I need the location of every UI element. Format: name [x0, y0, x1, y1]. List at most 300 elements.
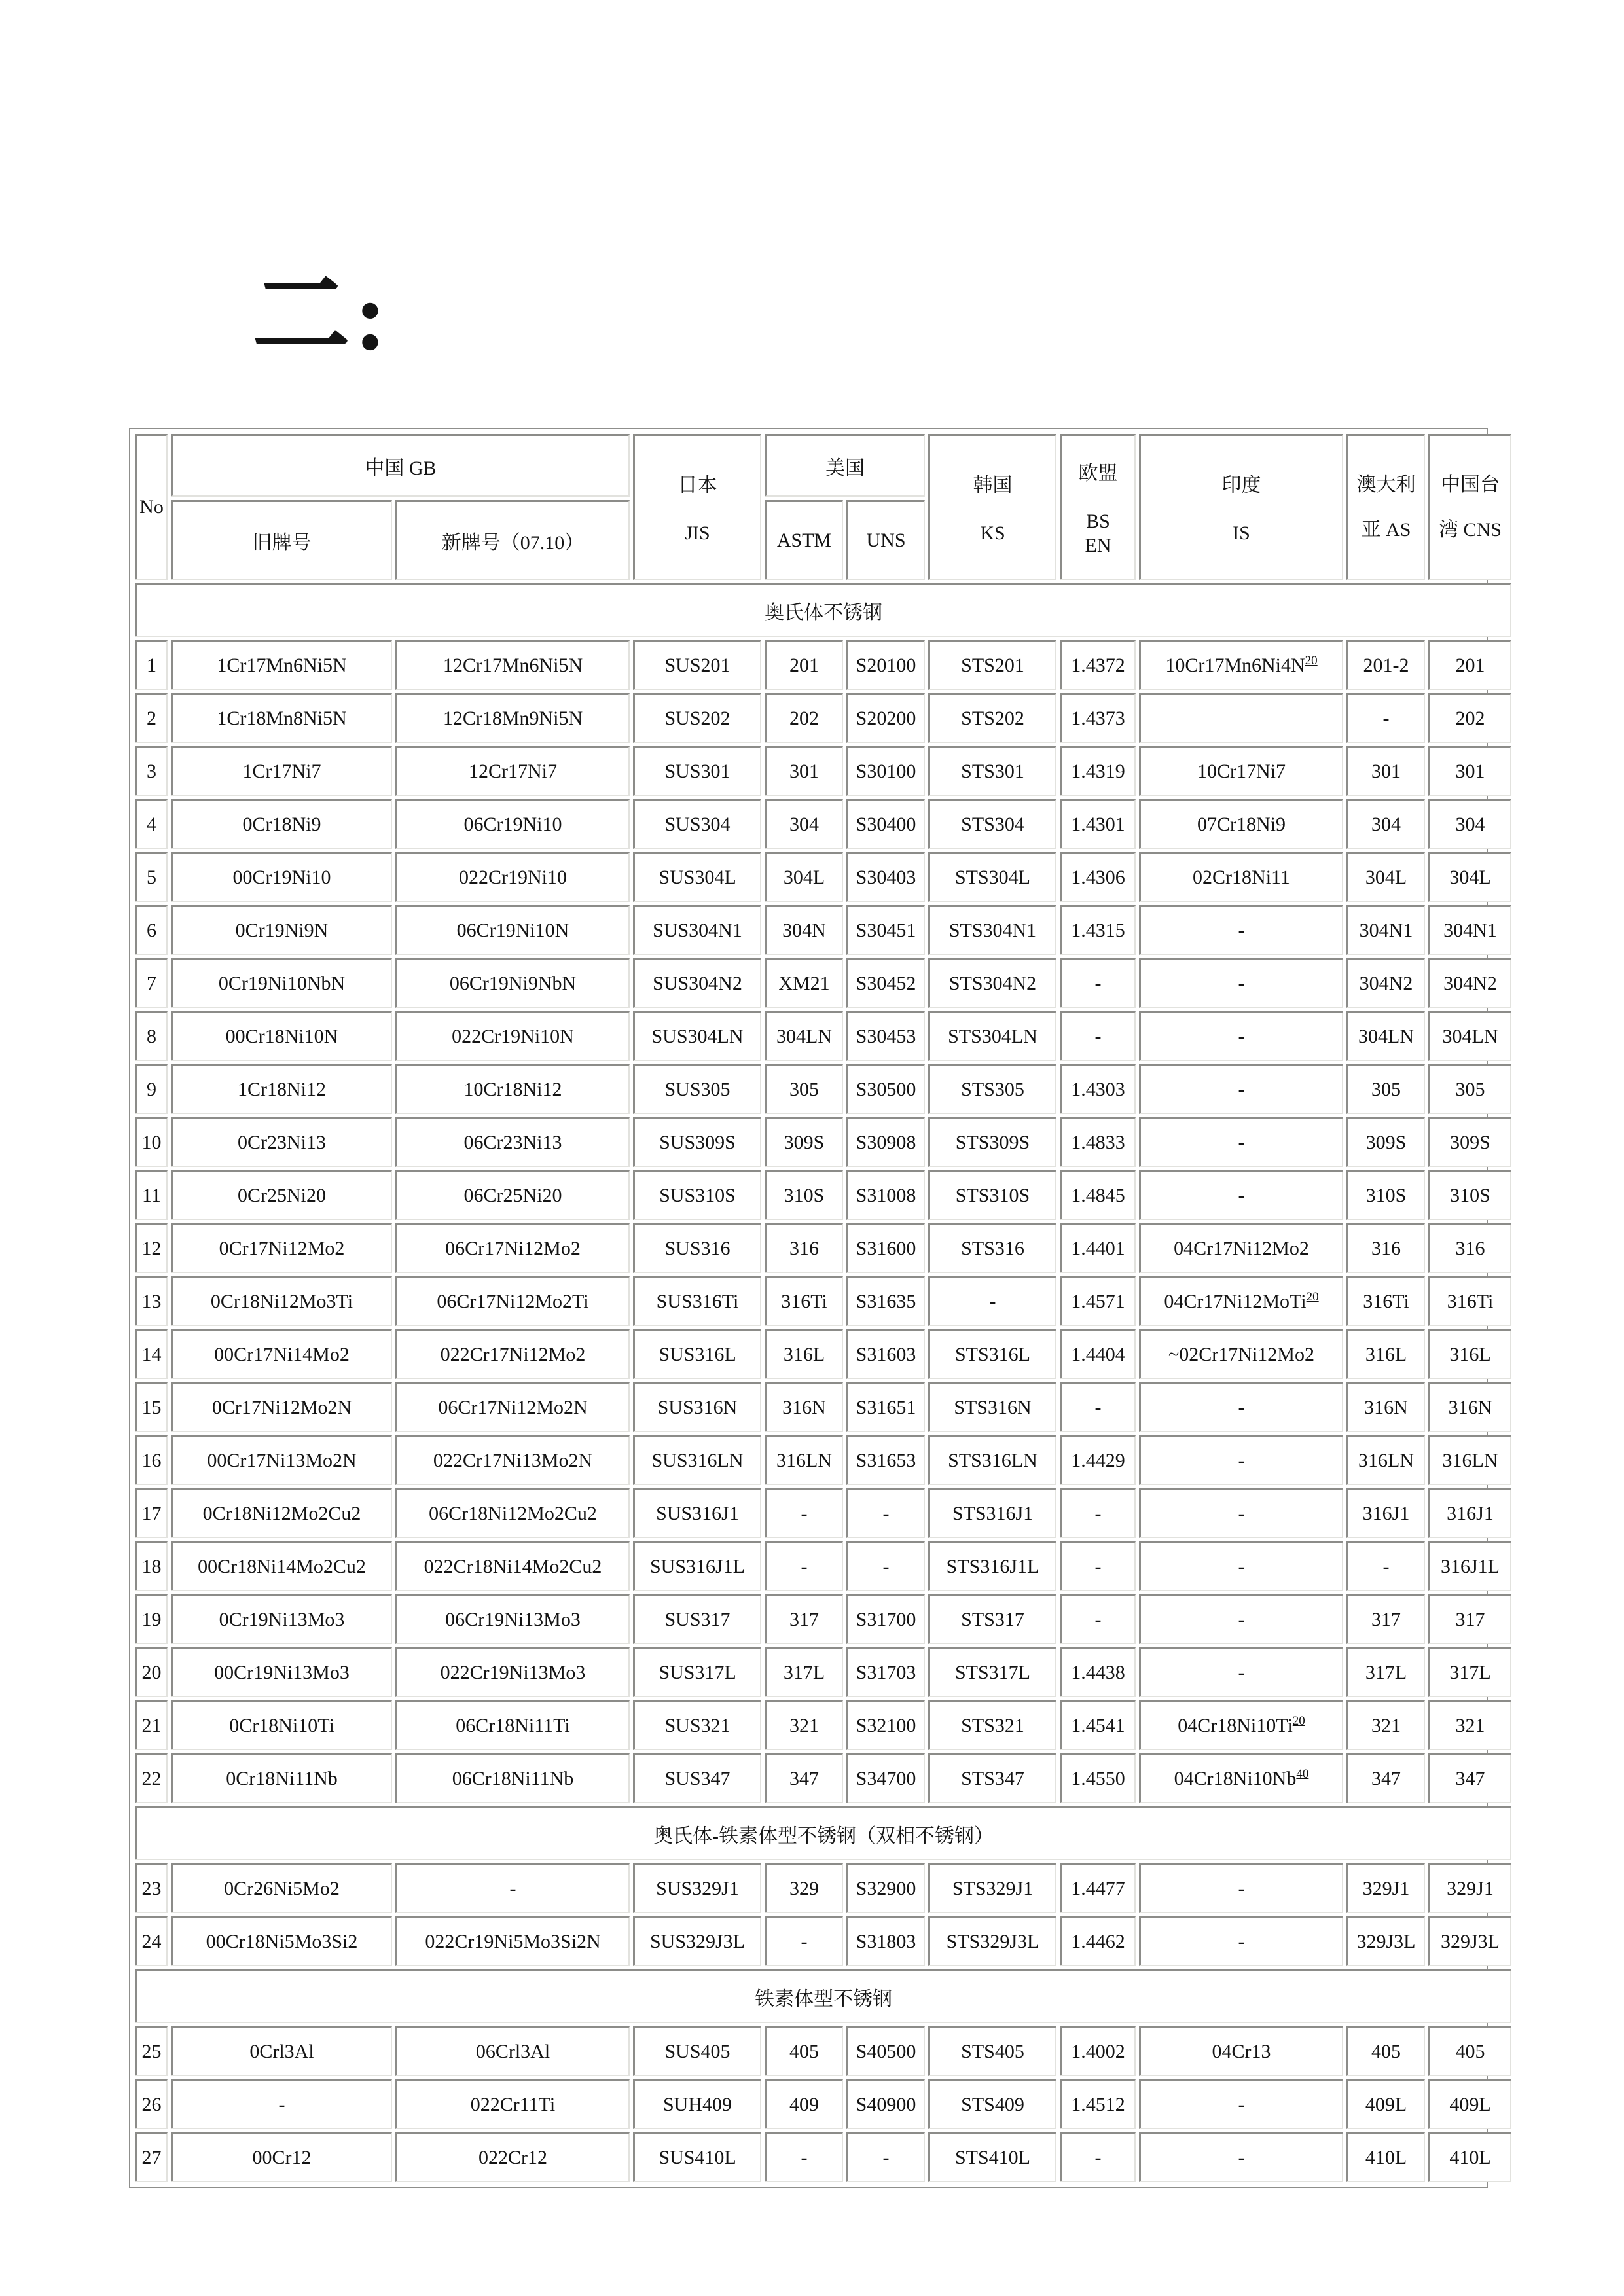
table-row	[135, 693, 1511, 743]
cell-astm: 317	[765, 1594, 843, 1644]
cell-is: -	[1139, 1488, 1343, 1538]
cell-as: 304LN	[1346, 1011, 1425, 1061]
row-number: 20	[135, 1647, 168, 1697]
cell-uns: S31703	[846, 1647, 925, 1697]
cell-jis: SUS304N2	[633, 958, 761, 1008]
cell-astm: 405	[765, 2026, 843, 2076]
row-number: 18	[135, 1541, 168, 1591]
cell-cns: 405	[1428, 2026, 1511, 2076]
cell-ks: STS410L	[928, 2132, 1056, 2182]
cell-as: 321	[1346, 1700, 1425, 1750]
footnote-ref[interactable]: 20	[1292, 1713, 1305, 1728]
cell-uns: S31803	[846, 1916, 925, 1966]
table-row	[135, 1700, 1511, 1750]
cell-uns: S30452	[846, 958, 925, 1008]
cell-astm: XM21	[765, 958, 843, 1008]
cell-gb_old: 0Cr19Ni10NbN	[171, 958, 392, 1008]
cell-gb_old: 1Cr18Mn8Ni5N	[171, 693, 392, 743]
cell-ks: STS316J1	[928, 1488, 1056, 1538]
cell-as: 310S	[1346, 1170, 1425, 1220]
cell-bs_en: -	[1060, 1594, 1136, 1644]
cell-uns: S31700	[846, 1594, 925, 1644]
cell-bs_en: 1.4315	[1060, 905, 1136, 955]
cell-astm: 316Ti	[765, 1276, 843, 1326]
cell-astm: 316L	[765, 1329, 843, 1379]
cell-gb_new: 06Cr17Ni12Mo2Ti	[395, 1276, 630, 1326]
cell-is: -	[1139, 1541, 1343, 1591]
row-number: 25	[135, 2026, 168, 2076]
cell-as: 317L	[1346, 1647, 1425, 1697]
cell-gb_new: 022Cr19Ni10N	[395, 1011, 630, 1061]
cell-gb_old: 1Cr18Ni12	[171, 1064, 392, 1114]
row-number: 8	[135, 1011, 168, 1061]
table-row	[135, 1170, 1511, 1220]
cell-gb_old: 0Cr18Ni12Mo2Cu2	[171, 1488, 392, 1538]
row-number: 5	[135, 852, 168, 902]
cell-jis: SUS301	[633, 746, 761, 796]
cell-gb_old: 0Cr18Ni11Nb	[171, 1753, 392, 1803]
col-header-eu-bs-en-code: BS EN	[1085, 510, 1111, 556]
cell-jis: SUS410L	[633, 2132, 761, 2182]
cell-ks: STS304LN	[928, 1011, 1056, 1061]
cell-astm: 304N	[765, 905, 843, 955]
cell-is: 04Cr17Ni12Mo2	[1139, 1223, 1343, 1273]
cell-bs_en: 1.4303	[1060, 1064, 1136, 1114]
cell-gb_old: 00Cr12	[171, 2132, 392, 2182]
cell-bs_en: 1.4550	[1060, 1753, 1136, 1803]
cell-ks: STS310S	[928, 1170, 1056, 1220]
col-header-india-is	[1139, 434, 1343, 580]
table-header	[135, 434, 1511, 580]
col-header-taiwan-cns: 中国台湾 CNS	[1428, 434, 1511, 580]
cell-is: -	[1139, 2132, 1343, 2182]
footnote-ref[interactable]: 20	[1305, 653, 1318, 668]
cell-is: -	[1139, 1647, 1343, 1697]
col-header-eu-bs-en-label: 欧盟	[1078, 462, 1118, 484]
cell-ks: STS316LN	[928, 1435, 1056, 1485]
cell-gb_new: 022Cr17Ni13Mo2N	[395, 1435, 630, 1485]
cell-bs_en: -	[1060, 1011, 1136, 1061]
cell-gb_new: 022Cr19Ni13Mo3	[395, 1647, 630, 1697]
table-row	[135, 905, 1511, 955]
cell-is: -	[1139, 1594, 1343, 1644]
cell-as: 304N2	[1346, 958, 1425, 1008]
cell-ks: STS304N2	[928, 958, 1056, 1008]
cell-bs_en: 1.4571	[1060, 1276, 1136, 1326]
cell-gb_old: 0Cr17Ni12Mo2	[171, 1223, 392, 1273]
cell-uns: S30451	[846, 905, 925, 955]
page-title: 二:	[252, 262, 391, 370]
cell-bs_en: 1.4429	[1060, 1435, 1136, 1485]
header-row-groups	[135, 434, 1511, 497]
cell-as: 329J1	[1346, 1863, 1425, 1913]
cell-as: -	[1346, 1541, 1425, 1591]
cell-gb_old: 0Cr19Ni9N	[171, 905, 392, 955]
cell-jis: SUS316Ti	[633, 1276, 761, 1326]
cell-as: 405	[1346, 2026, 1425, 2076]
cell-gb_new: 12Cr17Ni7	[395, 746, 630, 796]
cell-jis: SUS304L	[633, 852, 761, 902]
cell-as: 316	[1346, 1223, 1425, 1273]
cell-gb_new: 06Crl3Al	[395, 2026, 630, 2076]
cell-jis: SUS316J1	[633, 1488, 761, 1538]
cell-is: -	[1139, 905, 1343, 955]
table-row	[135, 640, 1511, 690]
cell-astm: 329	[765, 1863, 843, 1913]
cell-is: 10Cr17Ni7	[1139, 746, 1343, 796]
cell-astm: -	[765, 1488, 843, 1538]
cell-bs_en: 1.4306	[1060, 852, 1136, 902]
cell-cns: 202	[1428, 693, 1511, 743]
section-title: 奥氏体不锈钢	[135, 583, 1511, 637]
row-number: 7	[135, 958, 168, 1008]
cell-jis: SUS310S	[633, 1170, 761, 1220]
steel-grades-table	[132, 431, 1515, 2185]
cell-jis: SUS317L	[633, 1647, 761, 1697]
cell-is: -	[1139, 2079, 1343, 2129]
cell-bs_en: 1.4438	[1060, 1647, 1136, 1697]
cell-is: 04Cr13	[1139, 2026, 1343, 2076]
cell-ks: STS316	[928, 1223, 1056, 1273]
cell-bs_en: 1.4477	[1060, 1863, 1136, 1913]
cell-gb_new: 12Cr17Mn6Ni5N	[395, 640, 630, 690]
cell-uns: S30500	[846, 1064, 925, 1114]
cell-uns: S31008	[846, 1170, 925, 1220]
cell-gb_new: 10Cr18Ni12	[395, 1064, 630, 1114]
cell-is: -	[1139, 1011, 1343, 1061]
cell-cns: 304L	[1428, 852, 1511, 902]
cell-astm: 409	[765, 2079, 843, 2129]
cell-uns: S40900	[846, 2079, 925, 2129]
cell-cns: 317L	[1428, 1647, 1511, 1697]
cell-jis: SUS316	[633, 1223, 761, 1273]
table-row	[135, 852, 1511, 902]
cell-astm: 317L	[765, 1647, 843, 1697]
cell-bs_en: 1.4512	[1060, 2079, 1136, 2129]
cell-uns: S30908	[846, 1117, 925, 1167]
cell-cns: 321	[1428, 1700, 1511, 1750]
cell-is	[1139, 693, 1343, 743]
cell-bs_en: 1.4404	[1060, 1329, 1136, 1379]
cell-uns: -	[846, 2132, 925, 2182]
cell-jis: SUS317	[633, 1594, 761, 1644]
cell-astm: -	[765, 2132, 843, 2182]
cell-gb_old: 00Cr17Ni13Mo2N	[171, 1435, 392, 1485]
col-header-korea-ks-code: KS	[980, 522, 1005, 545]
cell-bs_en: -	[1060, 2132, 1136, 2182]
cell-astm: 321	[765, 1700, 843, 1750]
row-number: 22	[135, 1753, 168, 1803]
cell-uns: S20100	[846, 640, 925, 690]
cell-gb_new: 06Cr19Ni10	[395, 799, 630, 849]
cell-uns: S31635	[846, 1276, 925, 1326]
cell-gb_old: 0Cr18Ni12Mo3Ti	[171, 1276, 392, 1326]
cell-uns: S34700	[846, 1753, 925, 1803]
cell-astm: 316LN	[765, 1435, 843, 1485]
cell-astm: 304L	[765, 852, 843, 902]
cell-is: -	[1139, 1435, 1343, 1485]
cell-ks: STS202	[928, 693, 1056, 743]
cell-jis: SUS201	[633, 640, 761, 690]
cell-cns: 316J1L	[1428, 1541, 1511, 1591]
cell-astm: 304LN	[765, 1011, 843, 1061]
row-number: 1	[135, 640, 168, 690]
cell-gb_old: 00Cr18Ni14Mo2Cu2	[171, 1541, 392, 1591]
cell-bs_en: 1.4373	[1060, 693, 1136, 743]
cell-gb_old: 0Cr18Ni9	[171, 799, 392, 849]
cell-ks: STS201	[928, 640, 1056, 690]
table-row	[135, 799, 1511, 849]
cell-is: 07Cr18Ni9	[1139, 799, 1343, 849]
cell-is: 04Cr18Ni10Nb$^{40}$	[1139, 1753, 1343, 1803]
cell-cns: 317	[1428, 1594, 1511, 1644]
cell-gb_old: 00Cr17Ni14Mo2	[171, 1329, 392, 1379]
cell-astm: -	[765, 1541, 843, 1591]
cell-astm: 304	[765, 799, 843, 849]
cell-cns: 310S	[1428, 1170, 1511, 1220]
cell-gb_new: 06Cr18Ni11Nb	[395, 1753, 630, 1803]
cell-gb_old: 0Cr19Ni13Mo3	[171, 1594, 392, 1644]
cell-gb_old: 0Cr17Ni12Mo2N	[171, 1382, 392, 1432]
cell-jis: SUS304N1	[633, 905, 761, 955]
table-border-frame	[129, 428, 1502, 2188]
footnote-ref[interactable]: 20	[1306, 1289, 1319, 1304]
cell-cns: 304N1	[1428, 905, 1511, 955]
col-header-australia-as: 澳大利亚 AS	[1346, 434, 1425, 580]
cell-uns: S40500	[846, 2026, 925, 2076]
cell-is: -	[1139, 1916, 1343, 1966]
row-number: 23	[135, 1863, 168, 1913]
col-header-japan-jis-label: 日本	[677, 475, 717, 497]
row-number: 21	[135, 1700, 168, 1750]
cell-astm: 309S	[765, 1117, 843, 1167]
col-header-uns: UNS	[846, 500, 925, 580]
section-header-row	[135, 583, 1511, 637]
cell-ks: STS304	[928, 799, 1056, 849]
cell-gb_new: 022Cr11Ti	[395, 2079, 630, 2129]
section-header-row	[135, 1969, 1511, 2023]
cell-astm: 201	[765, 640, 843, 690]
col-header-korea-ks-label: 韩国	[973, 475, 1013, 497]
cell-astm: 202	[765, 693, 843, 743]
cell-gb_old: 0Cr25Ni20	[171, 1170, 392, 1220]
cell-astm: 305	[765, 1064, 843, 1114]
row-number: 3	[135, 746, 168, 796]
cell-as: 316L	[1346, 1329, 1425, 1379]
cell-jis: SUH409	[633, 2079, 761, 2129]
cell-cns: 304N2	[1428, 958, 1511, 1008]
cell-gb_new: 06Cr25Ni20	[395, 1170, 630, 1220]
table-row	[135, 1011, 1511, 1061]
table-row	[135, 1435, 1511, 1485]
cell-as: 301	[1346, 746, 1425, 796]
cell-jis: SUS329J3L	[633, 1916, 761, 1966]
cell-ks: STS316L	[928, 1329, 1056, 1379]
cell-jis: SUS316LN	[633, 1435, 761, 1485]
cell-gb_old: -	[171, 2079, 392, 2129]
cell-bs_en: 1.4462	[1060, 1916, 1136, 1966]
cell-as: 409L	[1346, 2079, 1425, 2129]
cell-bs_en: 1.4401	[1060, 1223, 1136, 1273]
cell-astm: 316	[765, 1223, 843, 1273]
cell-cns: 316N	[1428, 1382, 1511, 1432]
cell-is: -	[1139, 958, 1343, 1008]
cell-cns: 329J3L	[1428, 1916, 1511, 1966]
cell-cns: 316Ti	[1428, 1276, 1511, 1326]
row-number: 17	[135, 1488, 168, 1538]
cell-jis: SUS329J1	[633, 1863, 761, 1913]
row-number: 27	[135, 2132, 168, 2182]
cell-jis: SUS316J1L	[633, 1541, 761, 1591]
table-row	[135, 1329, 1511, 1379]
cell-uns: S20200	[846, 693, 925, 743]
row-number: 16	[135, 1435, 168, 1485]
cell-ks: STS304N1	[928, 905, 1056, 955]
table-row	[135, 958, 1511, 1008]
cell-ks: STS317L	[928, 1647, 1056, 1697]
cell-jis: SUS321	[633, 1700, 761, 1750]
table-row	[135, 2132, 1511, 2182]
cell-cns: 316	[1428, 1223, 1511, 1273]
cell-uns: -	[846, 1488, 925, 1538]
cell-jis: SUS202	[633, 693, 761, 743]
cell-ks: STS329J3L	[928, 1916, 1056, 1966]
cell-cns: 409L	[1428, 2079, 1511, 2129]
table-row	[135, 1223, 1511, 1273]
cell-as: 316LN	[1346, 1435, 1425, 1485]
cell-jis: SUS305	[633, 1064, 761, 1114]
cell-ks: STS409	[928, 2079, 1056, 2129]
col-header-usa: 美国	[765, 434, 925, 497]
cell-is: 10Cr17Mn6Ni4N$^{20}$	[1139, 640, 1343, 690]
cell-ks: STS321	[928, 1700, 1056, 1750]
cell-ks: STS316J1L	[928, 1541, 1056, 1591]
cell-cns: 304	[1428, 799, 1511, 849]
cell-as: 316N	[1346, 1382, 1425, 1432]
cell-jis: SUS309S	[633, 1117, 761, 1167]
cell-as: 410L	[1346, 2132, 1425, 2182]
cell-uns: S31603	[846, 1329, 925, 1379]
cell-uns: S30453	[846, 1011, 925, 1061]
cell-gb_new: -	[395, 1863, 630, 1913]
cell-as: 316Ti	[1346, 1276, 1425, 1326]
cell-cns: 304LN	[1428, 1011, 1511, 1061]
row-number: 2	[135, 693, 168, 743]
cell-is: 02Cr18Ni11	[1139, 852, 1343, 902]
cell-is: 04Cr18Ni10Ti$^{20}$	[1139, 1700, 1343, 1750]
cell-ks: STS347	[928, 1753, 1056, 1803]
cell-gb_new: 022Cr19Ni5Mo3Si2N	[395, 1916, 630, 1966]
row-number: 14	[135, 1329, 168, 1379]
cell-gb_new: 06Cr17Ni12Mo2	[395, 1223, 630, 1273]
cell-cns: 410L	[1428, 2132, 1511, 2182]
cell-bs_en: -	[1060, 958, 1136, 1008]
cell-cns: 316J1	[1428, 1488, 1511, 1538]
col-header-india-is-code: IS	[1233, 522, 1250, 545]
row-number: 13	[135, 1276, 168, 1326]
cell-cns: 329J1	[1428, 1863, 1511, 1913]
cell-uns: S31651	[846, 1382, 925, 1432]
table-row	[135, 1863, 1511, 1913]
col-header-korea-ks	[928, 434, 1056, 580]
col-header-china-gb: 中国 GB	[171, 434, 630, 497]
cell-as: 316J1	[1346, 1488, 1425, 1538]
cell-ks: STS309S	[928, 1117, 1056, 1167]
cell-bs_en: -	[1060, 1382, 1136, 1432]
cell-astm: 316N	[765, 1382, 843, 1432]
table-row	[135, 1753, 1511, 1803]
table-row	[135, 1488, 1511, 1538]
table-row	[135, 1117, 1511, 1167]
cell-gb_new: 06Cr19Ni13Mo3	[395, 1594, 630, 1644]
col-header-india-is-label: 印度	[1221, 475, 1261, 497]
cell-bs_en: 1.4319	[1060, 746, 1136, 796]
cell-ks: STS304L	[928, 852, 1056, 902]
cell-gb_new: 06Cr18Ni11Ti	[395, 1700, 630, 1750]
cell-uns: -	[846, 1541, 925, 1591]
col-header-astm: ASTM	[765, 500, 843, 580]
table-row	[135, 1594, 1511, 1644]
cell-as: 304N1	[1346, 905, 1425, 955]
cell-bs_en: -	[1060, 1488, 1136, 1538]
cell-cns: 301	[1428, 746, 1511, 796]
cell-is: 04Cr17Ni12MoTi$^{20}$	[1139, 1276, 1343, 1326]
cell-bs_en: 1.4541	[1060, 1700, 1136, 1750]
cell-astm: 347	[765, 1753, 843, 1803]
row-number: 19	[135, 1594, 168, 1644]
cell-is: -	[1139, 1170, 1343, 1220]
col-header-japan-jis-code: JIS	[685, 522, 710, 545]
cell-cns: 347	[1428, 1753, 1511, 1803]
col-header-eu-bs-en	[1060, 434, 1136, 580]
cell-uns: S30403	[846, 852, 925, 902]
cell-ks: STS329J1	[928, 1863, 1056, 1913]
table-row	[135, 1647, 1511, 1697]
cell-is: ~02Cr17Ni12Mo2	[1139, 1329, 1343, 1379]
cell-jis: SUS316L	[633, 1329, 761, 1379]
cell-gb_old: 0Cr23Ni13	[171, 1117, 392, 1167]
cell-gb_new: 022Cr18Ni14Mo2Cu2	[395, 1541, 630, 1591]
cell-gb_old: 1Cr17Ni7	[171, 746, 392, 796]
cell-gb_new: 06Cr18Ni12Mo2Cu2	[395, 1488, 630, 1538]
row-number: 15	[135, 1382, 168, 1432]
cell-gb_new: 06Cr17Ni12Mo2N	[395, 1382, 630, 1432]
cell-gb_new: 06Cr19Ni10N	[395, 905, 630, 955]
row-number: 10	[135, 1117, 168, 1167]
row-number: 9	[135, 1064, 168, 1114]
cell-as: 329J3L	[1346, 1916, 1425, 1966]
cell-as: 201-2	[1346, 640, 1425, 690]
cell-astm: 301	[765, 746, 843, 796]
section-header-row	[135, 1806, 1511, 1860]
cell-gb_old: 0Crl3Al	[171, 2026, 392, 2076]
footnote-ref[interactable]: 40	[1296, 1767, 1309, 1781]
cell-cns: 201	[1428, 640, 1511, 690]
cell-ks: STS317	[928, 1594, 1056, 1644]
cell-ks: -	[928, 1276, 1056, 1326]
cell-uns: S31653	[846, 1435, 925, 1485]
table-row	[135, 2026, 1511, 2076]
col-header-no: No	[135, 434, 168, 580]
cell-uns: S30100	[846, 746, 925, 796]
cell-bs_en: 1.4833	[1060, 1117, 1136, 1167]
table-row	[135, 1541, 1511, 1591]
cell-as: 309S	[1346, 1117, 1425, 1167]
cell-is: -	[1139, 1064, 1343, 1114]
cell-as: 317	[1346, 1594, 1425, 1644]
table-row	[135, 1276, 1511, 1326]
cell-bs_en: 1.4372	[1060, 640, 1136, 690]
